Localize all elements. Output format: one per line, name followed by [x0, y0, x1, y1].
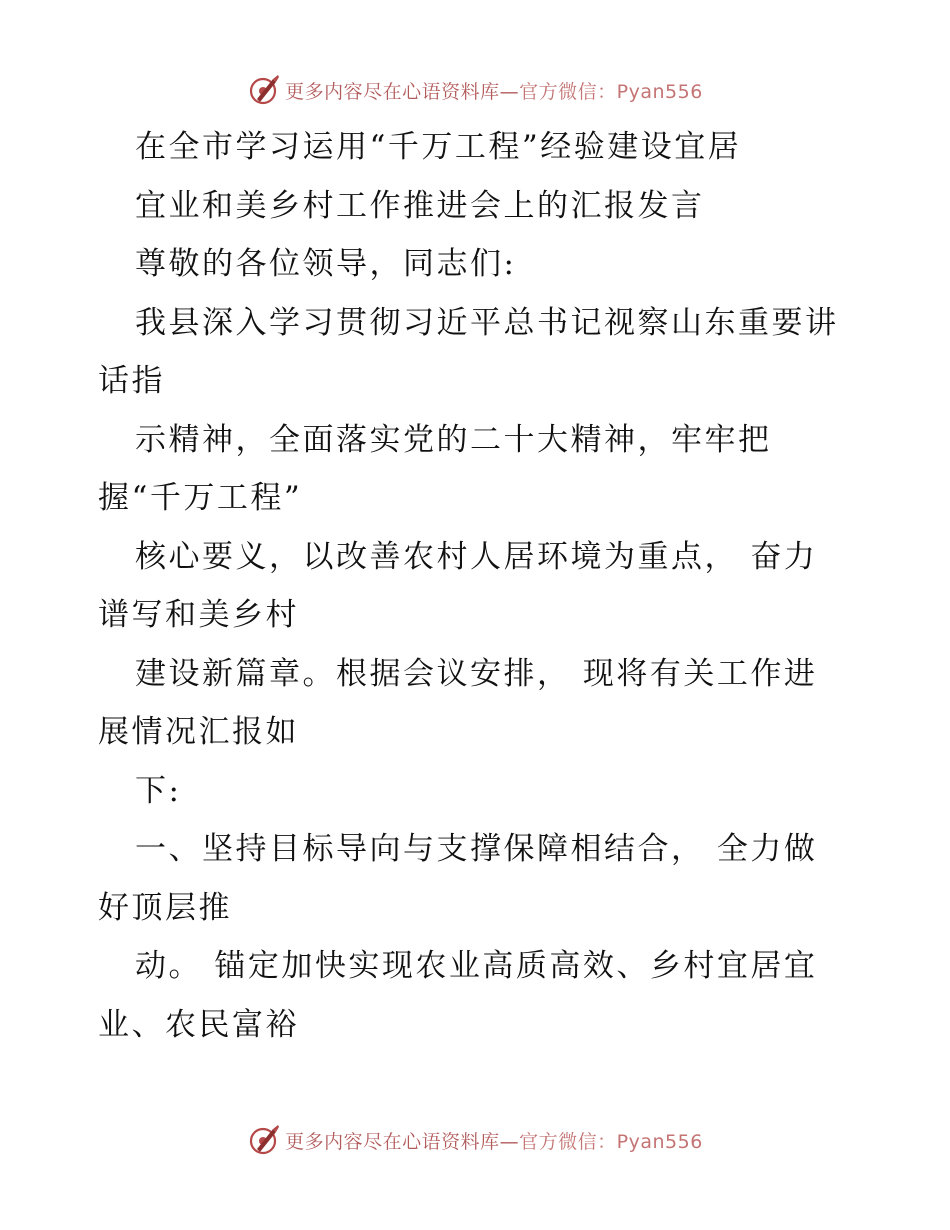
text-line: 话指: [98, 363, 165, 399]
text-line: 核心要义，以改善农村人居环境为重点， 奋力: [135, 538, 818, 575]
watermark-header: [0, 70, 950, 110]
pen-logo-icon: [247, 1123, 281, 1157]
text-line: 好顶层推: [98, 889, 232, 926]
text-line: 在全市学习运用“千万工程”经验建设宜居: [135, 129, 742, 165]
watermark-footer: [0, 1120, 950, 1160]
text-line: 谱写和美乡村: [98, 597, 299, 633]
watermark-wechat: 官方微信：Pyan556: [519, 1130, 703, 1153]
text-line: 动。 锚定加快实现农业高质高效、乡村宜居宜: [135, 948, 818, 984]
text-line: 业、农民富裕: [98, 1006, 299, 1043]
text-line: 尊敬的各位领导，同志们:: [135, 246, 517, 282]
text-line: 我县深入学习贯彻习近平总书记视察山东重要讲: [135, 304, 839, 341]
watermark-text: 更多内容尽在心语资料库—官方微信：Pyan556: [285, 80, 703, 103]
text-line: 握“千万工程”: [98, 480, 303, 516]
text-line: 示精神，全面落实党的二十大精神，牢牢把: [135, 421, 772, 458]
watermark-text: 更多内容尽在心语资料库—官方微信：Pyan556: [285, 1130, 703, 1153]
text-line: 建设新篇章。根据会议安排， 现将有关工作进: [135, 655, 818, 692]
text-line: 展情况汇报如: [98, 714, 299, 750]
text-line: 宜业和美乡村工作推进会上的汇报发言: [135, 187, 705, 224]
text-line: 下:: [135, 772, 182, 809]
watermark-wechat: 官方微信：Pyan556: [519, 80, 703, 103]
document-body: [98, 118, 858, 1054]
text-line: 一、坚持目标导向与支撑保障相结合， 全力做: [135, 831, 818, 867]
pen-logo-icon: [247, 73, 281, 107]
